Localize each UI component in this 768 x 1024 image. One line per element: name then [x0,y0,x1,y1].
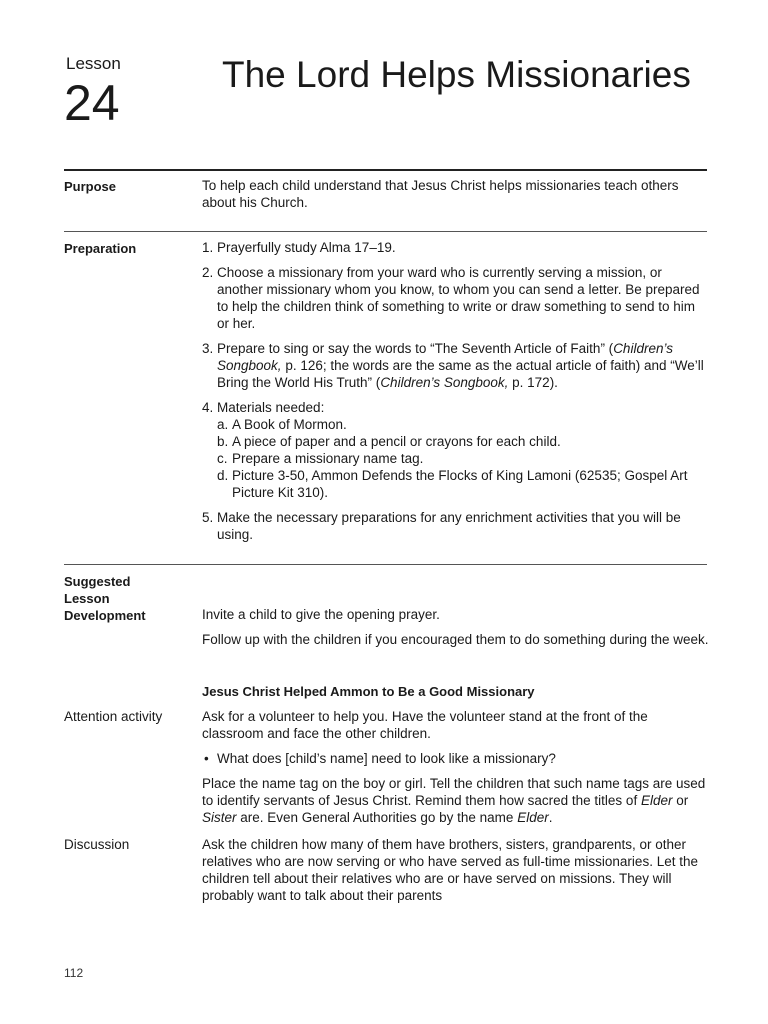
item-text: Make the necessary preparations for any enrichment activities that you will be using. [217,510,681,542]
question-bullet [202,750,710,767]
item-text-mid: p. 126; the words are the same as the actual article of faith) and “We’ll Bring the World His Truth” ( [217,358,704,390]
follow-up-text: Follow up with the children if you encouraged them to do something during the week. [202,632,709,647]
development-label-line: Suggested [64,574,131,589]
discussion-text: Ask the children how many of them have brothers, sisters, grandparents, or other relatives who are now serving or who have served as full-time missionaries. Let the children tell about their relatives who are or have served on missions. They will probably want to talk about their parents [202,837,698,903]
preparation-label: Preparation [64,241,137,256]
development-label [64,573,194,624]
lesson-number: 24 [64,75,120,131]
bullet-text: What does [child’s name] need to look like a missionary? [217,751,556,766]
name-tag-text-mid: are. Even General Authorities go by the name [236,810,518,825]
item-text-post: p. 172). [508,375,558,390]
item-text: Choose a missionary from your ward who is currently serving a mission, or another missionary whom you know, to whom you can send a letter. Be prepared to help the children think of something to write or draw something to send to him or her. [217,265,700,331]
sub-item-text: Picture 3-50, Ammon Defends the Flocks of King Lamoni (62535; Gospel Art Picture Kit 310). [232,468,688,500]
list-item [202,340,710,391]
citation: Children’s Songbook, [380,375,509,390]
citation: Children’s Songbook, [217,341,673,373]
sub-item-letter: c. [217,451,228,466]
attention-text: Ask for a volunteer to help you. Have the volunteer stand at the front of the classroom and face the other children. [202,709,648,741]
page-number: 112 [64,966,84,980]
item-text-pre: Prepare to sing or say the words to “The Seventh Article of Faith” ( [217,341,614,356]
section-subheading: Jesus Christ Helped Ammon to Be a Good Missionary [202,684,535,699]
purpose-paragraph: To help each child understand that Jesus Christ helps missionaries teach others about his Church. [202,178,679,210]
sub-list-item [217,433,710,450]
opening-prayer-text: Invite a child to give the opening prayer. [202,607,440,622]
item-number: 4. [202,400,214,415]
emphasis-elder: Elder [640,793,673,808]
sub-item-text: A Book of Mormon. [232,417,347,432]
name-tag-text-or: or [672,793,689,808]
sub-item-letter: a. [217,417,229,432]
name-tag-text-pre: Place the name tag on the boy or girl. Tell the children that such name tags are used to identify servants of Jesus Christ. Remind them how sacred the titles of [202,776,706,808]
item-text: Materials needed: [217,400,325,415]
sub-item-text: A piece of paper and a pencil or crayons for each child. [232,434,561,449]
development-body-top [202,606,710,656]
sub-item-letter: b. [217,434,229,449]
bullet-icon: • [204,751,209,766]
attention-activity-body [202,708,710,834]
development-label-line: Lesson [64,591,110,606]
discussion-body [202,836,710,912]
section-divider [64,564,707,565]
item-number: 5. [202,510,214,525]
name-tag-text-post: . [548,810,553,825]
top-rule [64,169,707,171]
item-text: Prayerfully study Alma 17–19. [217,240,396,255]
list-item [202,399,710,501]
list-item [202,264,710,332]
page-title: The Lord Helps Missionaries [222,54,691,95]
purpose-label: Purpose [64,179,117,194]
item-number: 1. [202,240,214,255]
attention-activity-label: Attention activity [64,709,163,724]
discussion-label: Discussion [64,837,130,852]
name-tag-paragraph [202,775,710,826]
sub-list-item [217,450,710,467]
sub-item-letter: d. [217,468,229,483]
list-item [202,509,710,543]
list-item [202,239,710,256]
preparation-list [202,239,710,551]
item-number: 3. [202,341,214,356]
emphasis-elder: Elder [517,810,549,825]
sub-item-text: Prepare a missionary name tag. [232,451,424,466]
sub-list-item [217,467,710,501]
item-number: 2. [202,265,214,280]
section-divider [64,231,707,232]
purpose-text [202,177,710,219]
lesson-label: Lesson [66,54,121,73]
emphasis-sister: Sister [202,810,237,825]
sub-list-item [217,416,710,433]
development-label-line: Development [64,608,146,623]
